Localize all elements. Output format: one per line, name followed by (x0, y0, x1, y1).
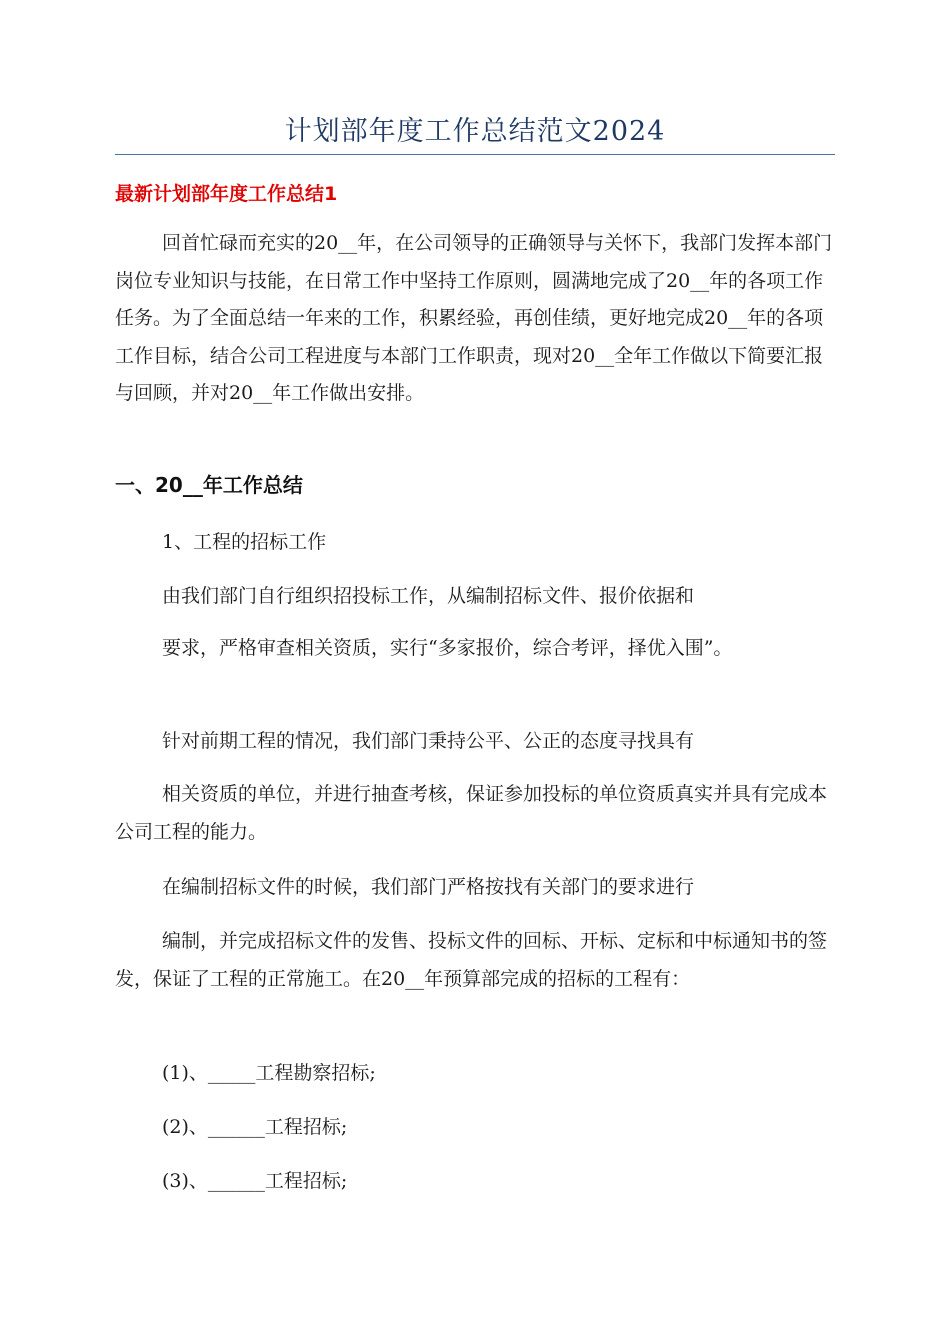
paragraph-continuation: 相关资质的单位，并进行抽查考核，保证参加投标的单位资质真实并具有完成本公司工程的能力。 (115, 783, 828, 843)
intro-paragraph: 回首忙碌而充实的20__年，在公司领导的正确领导与关怀下，我部门发挥本部门岗位专业知识与技能，在日常工作中坚持工作原则，圆满地完成了20__年的各项工作任务。为了全面总结一年来的工作，积累经验，再创佳绩，更好地完成20__年的各项工作目标，结合公司工程进度与本部门工作职责，现对20__全年工作做以下简要汇报与回顾，并对20__年工作做出安排。 (115, 232, 833, 404)
list-item: (3)、______工程招标; (162, 1170, 348, 1192)
title-underline (115, 154, 835, 155)
article-subtitle: 最新计划部年度工作总结1 (115, 183, 338, 205)
paragraph-line: 在编制招标文件的时候，我们部门严格按找有关部门的要求进行 (162, 876, 695, 898)
paragraph-continuation: 要求，严格审查相关资质，实行“多家报价，综合考评，择优入围”。 (162, 637, 733, 659)
section-heading: 一、20__年工作总结 (115, 473, 303, 497)
document-title: 计划部年度工作总结范文2024 (284, 116, 666, 147)
paragraph-line: 针对前期工程的情况，我们部门秉持公平、公正的态度寻找具有 (162, 730, 695, 752)
item-heading: 1、工程的招标工作 (162, 531, 327, 553)
paragraph-continuation: 编制，并完成招标文件的发售、投标文件的回标、开标、定标和中标通知书的签发，保证了工程的正常施工。在20__年预算部完成的招标的工程有： (115, 930, 828, 990)
list-item: (1)、_____工程勘察招标; (162, 1062, 376, 1084)
paragraph-line: 由我们部门自行组织招投标工作，从编制招标文件、报价依据和 (162, 585, 695, 607)
list-item: (2)、______工程招标; (162, 1116, 348, 1138)
